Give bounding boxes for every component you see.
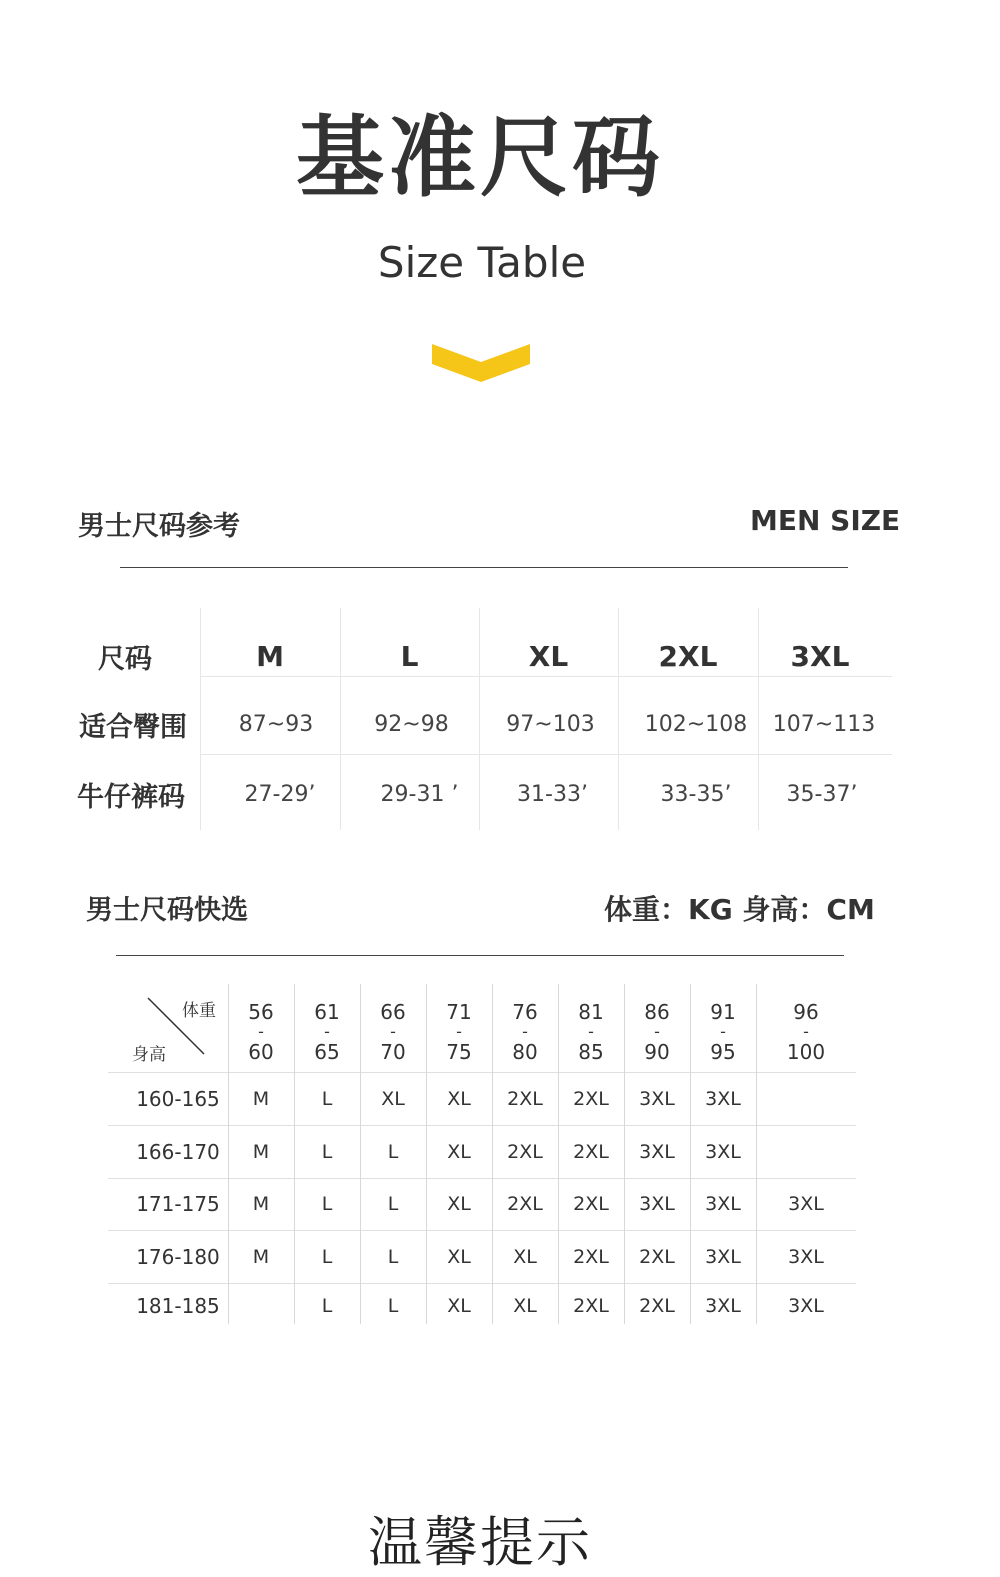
weight-from: 76 (512, 1000, 538, 1024)
weight-to: 65 (314, 1040, 340, 1064)
size-recommendation-cell: 3XL (705, 1140, 741, 1163)
weight-to: 90 (644, 1040, 670, 1064)
size-cell: L (400, 639, 419, 673)
height-range-label: 160-165 (136, 1086, 220, 1111)
size-recommendation-cell: M (252, 1193, 270, 1215)
weight-to: 60 (248, 1040, 274, 1064)
size-recommendation-cell (756, 1125, 856, 1178)
weight-range-header (690, 994, 756, 1070)
size-recommendation-cell: 3XL (639, 1193, 675, 1215)
size-cell: XL (528, 639, 569, 673)
size-recommendation-cell: L (387, 1295, 399, 1317)
weight-from: 66 (380, 1000, 406, 1024)
size-recommendation-cell: XL (447, 1295, 471, 1317)
weight-sep: - (522, 1022, 528, 1041)
table-row (70, 624, 892, 688)
size-recommendation-cell: L (321, 1087, 333, 1110)
table-row (70, 760, 892, 828)
size-recommendation-cell: XL (513, 1295, 537, 1317)
weight-sep: - (720, 1022, 726, 1041)
hip-cell: 97~103 (506, 711, 595, 737)
size-recommendation-cell (228, 1283, 294, 1329)
table-row (70, 690, 892, 758)
size-recommendation-cell: 3XL (788, 1295, 824, 1317)
corner-height-label: 身高 (132, 1045, 166, 1065)
size-recommendation-cell: 3XL (788, 1245, 824, 1268)
hip-cell: 92~98 (374, 711, 449, 737)
jeans-cell: 29-31 ’ (380, 781, 459, 807)
size-recommendation-cell: XL (447, 1193, 471, 1215)
weight-sep: - (588, 1022, 594, 1041)
size-recommendation-cell: L (321, 1295, 333, 1317)
size-recommendation-cell: 2XL (507, 1087, 543, 1110)
size-recommendation-cell: XL (447, 1087, 471, 1110)
weight-sep: - (324, 1022, 330, 1041)
size-recommendation-cell: 2XL (573, 1140, 609, 1163)
jeans-cell: 33-35’ (660, 781, 732, 807)
size-recommendation-cell: 2XL (573, 1245, 609, 1268)
weight-from: 71 (446, 1000, 472, 1024)
size-recommendation-cell: XL (513, 1245, 537, 1268)
weight-from: 56 (248, 1000, 274, 1024)
size-recommendation-cell: 3XL (705, 1193, 741, 1215)
size-recommendation-cell: L (321, 1140, 333, 1163)
weight-from: 86 (644, 1000, 670, 1024)
weight-to: 80 (512, 1040, 538, 1064)
weight-sep: - (258, 1022, 264, 1041)
size-recommendation-cell: 3XL (639, 1140, 675, 1163)
size-recommendation-cell (756, 1072, 856, 1125)
size-cell: 3XL (790, 639, 850, 673)
hip-cell: 87~93 (238, 711, 314, 737)
size-cell: M (256, 639, 284, 673)
weight-range-header (492, 994, 558, 1070)
weight-to: 85 (578, 1040, 604, 1064)
height-range-label: 171-175 (136, 1192, 220, 1216)
size-recommendation-cell: 3XL (705, 1087, 741, 1110)
size-recommendation-cell: 2XL (507, 1193, 543, 1215)
weight-from: 91 (710, 1000, 736, 1024)
size-recommendation-cell: XL (447, 1245, 471, 1268)
size-recommendation-cell: L (387, 1193, 399, 1215)
weight-range-header (624, 994, 690, 1070)
weight-from: 96 (793, 1000, 819, 1024)
height-range-label: 176-180 (136, 1244, 220, 1269)
page-subtitle: Size Table (377, 238, 587, 287)
men-size-title-en: MEN SIZE (750, 504, 901, 537)
weight-from: 81 (578, 1000, 604, 1024)
row-label-jeans: 牛仔裤码 (77, 781, 185, 813)
size-recommendation-cell: 3XL (705, 1295, 741, 1317)
tips-title: 温馨提示 (368, 1511, 592, 1574)
divider (116, 955, 844, 956)
size-recommendation-cell: M (252, 1087, 270, 1110)
weight-from: 61 (314, 1000, 340, 1024)
weight-range-header (360, 994, 426, 1070)
weight-sep: - (654, 1022, 660, 1041)
size-recommendation-cell: 2XL (507, 1140, 543, 1163)
size-recommendation-cell: L (387, 1140, 399, 1163)
size-recommendation-cell: L (321, 1193, 333, 1215)
size-recommendation-cell: 3XL (788, 1193, 824, 1215)
hip-cell: 102~108 (644, 711, 748, 737)
size-recommendation-cell: L (321, 1245, 333, 1268)
weight-range-header (294, 994, 360, 1070)
men-size-title: 男士尺码参考 (78, 511, 240, 542)
size-recommendation-cell: XL (447, 1140, 471, 1163)
units-label: 体重：KG 身高：CM (604, 893, 875, 926)
weight-to: 70 (380, 1040, 406, 1064)
weight-sep: - (456, 1022, 462, 1041)
quick-select-table (108, 984, 856, 1330)
size-cell: 2XL (658, 639, 718, 673)
weight-to: 100 (786, 1040, 826, 1064)
height-range-label: 181-185 (136, 1294, 220, 1318)
weight-to: 95 (710, 1040, 736, 1064)
weight-range-header (756, 994, 856, 1070)
divider (120, 567, 848, 568)
jeans-cell: 35-37’ (786, 781, 858, 807)
size-recommendation-cell: 2XL (573, 1087, 609, 1110)
men-size-table (70, 608, 892, 830)
weight-to: 75 (446, 1040, 472, 1064)
size-recommendation-cell: M (252, 1140, 270, 1163)
jeans-cell: 27-29’ (244, 781, 316, 807)
quick-select-title: 男士尺码快选 (86, 895, 248, 926)
size-recommendation-cell: 2XL (639, 1295, 675, 1317)
height-range-label: 166-170 (136, 1139, 220, 1164)
size-recommendation-cell: 2XL (573, 1295, 609, 1317)
size-recommendation-cell: L (387, 1245, 399, 1268)
page-title: 基准尺码 (295, 106, 664, 209)
weight-range-header (426, 994, 492, 1070)
corner-weight-label: 体重 (182, 1001, 216, 1021)
size-recommendation-cell: 3XL (705, 1245, 741, 1268)
hip-cell: 107~113 (772, 711, 876, 737)
weight-sep: - (803, 1022, 809, 1041)
weight-sep: - (390, 1022, 396, 1041)
weight-range-header (558, 994, 624, 1070)
size-recommendation-cell: 2XL (573, 1193, 609, 1215)
row-label-hip: 适合臀围 (79, 711, 187, 743)
size-recommendation-cell: M (252, 1245, 270, 1268)
size-recommendation-cell: XL (381, 1087, 405, 1110)
row-label-size: 尺码 (98, 643, 152, 675)
chevron-down-icon (432, 344, 530, 384)
size-recommendation-cell: 2XL (639, 1245, 675, 1268)
size-recommendation-cell: 3XL (639, 1087, 675, 1110)
weight-range-header (228, 994, 294, 1070)
jeans-cell: 31-33’ (517, 781, 588, 807)
